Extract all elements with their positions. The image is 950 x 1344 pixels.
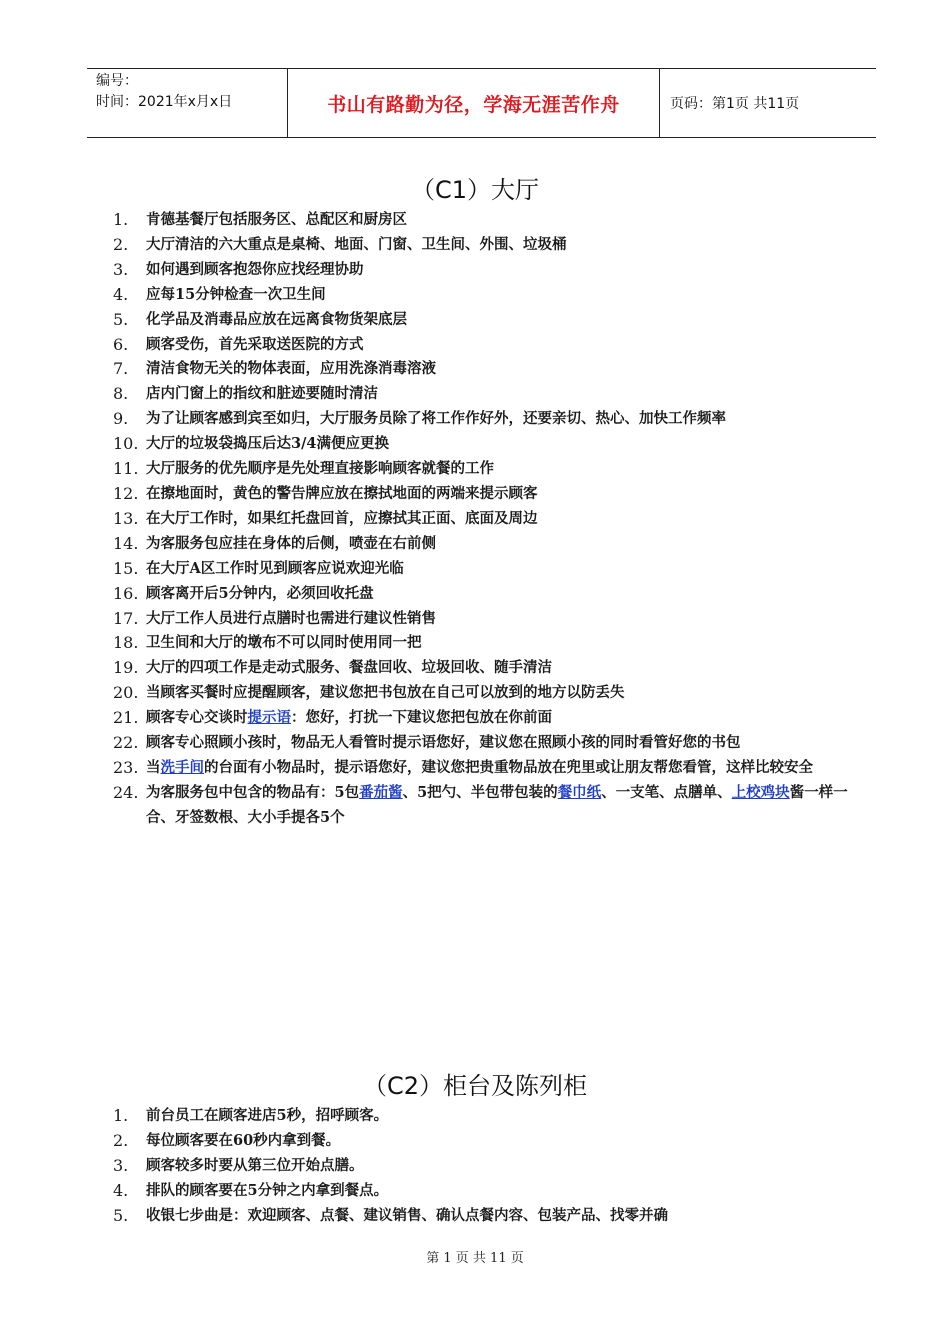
serial-label: 编号： bbox=[96, 73, 138, 89]
list-item: 19. 大厅的四项工作是走动式服务、餐盘回收、垃圾回收、随手清洁 bbox=[113, 658, 552, 678]
list-item: 10. 大厅的垃圾袋捣压后达3/4满便应更换 bbox=[113, 434, 389, 454]
header-meta bbox=[87, 69, 288, 137]
list-item: 22. 顾客专心照顾小孩时，物品无人看管时提示语您好，建议您在照顾小孩的同时看管好您的书包 bbox=[113, 733, 741, 753]
page-footer: 第 1 页 共 11 页 bbox=[426, 1251, 524, 1266]
list-item: 12. 在擦地面时，黄色的警告牌应放在擦拭地面的两端来提示顾客 bbox=[113, 483, 538, 503]
list-item: 8. 店内门窗上的指纹和脏迹要随时清洁 bbox=[113, 384, 378, 404]
header-page-info: 页码：第1页 共11页 bbox=[670, 96, 800, 112]
list-item: 14. 为客服务包应挂在身体的后侧，喷壶在右前侧 bbox=[113, 533, 436, 553]
list-item: 4. 排队的顾客要在5分钟之内拿到餐点。 bbox=[113, 1180, 389, 1200]
list-item: 13. 在大厅工作时，如果红托盘回首，应擦拭其正面、底面及周边 bbox=[113, 508, 538, 528]
list-item: 1. 肯德基餐厅包括服务区、总配区和厨房区 bbox=[113, 210, 407, 229]
link-restroom[interactable]: 洗手间 bbox=[160, 758, 204, 776]
list-item: 6. 顾客受伤，首先采取送医院的方式 bbox=[113, 334, 364, 354]
list-item: 9. 为了让顾客感到宾至如归，大厅服务员除了将工作作好外，还要亲切、热心、加快工作频率 bbox=[113, 409, 726, 429]
list-item: 7. 清洁食物无关的物体表面，应用洗涤消毒溶液 bbox=[113, 359, 436, 379]
link-chicken-nuggets[interactable]: 上校鸡块 bbox=[731, 783, 790, 801]
list-item: 23. 当洗手间的台面有小物品时，提示语您好，建议您把贵重物品放在兜里或让朋友帮您看管，这样比较安全 bbox=[113, 757, 813, 777]
list-item: 11. 大厅服务的优先顺序是先处理直接影响顾客就餐的工作 bbox=[113, 459, 494, 479]
link-ketchup[interactable]: 番茄酱 bbox=[359, 783, 403, 801]
link-napkin[interactable]: 餐巾纸 bbox=[557, 783, 602, 801]
list-item: 15. 在大厅A区工作时见到顾客应说欢迎光临 bbox=[113, 558, 404, 578]
header-motto: 书山有路勤为径，学海无涯苦作舟 bbox=[288, 69, 660, 137]
list-item: 3. 顾客较多时要从第三位开始点膳。 bbox=[113, 1155, 364, 1175]
list-item: 4. 应每15分钟检查一次卫生间 bbox=[113, 284, 326, 304]
list-item: 2. 每位顾客要在60秒内拿到餐。 bbox=[113, 1130, 341, 1150]
list-item: 1. 前台员工在顾客进店5秒，招呼顾客。 bbox=[113, 1106, 389, 1125]
list-item: 3. 如何遇到顾客抱怨你应找经理协助 bbox=[113, 259, 364, 279]
c2-list bbox=[113, 1104, 853, 1229]
time-label: 时间：2021年x月x日 bbox=[96, 94, 233, 110]
link-prompt[interactable]: 提示语 bbox=[247, 709, 291, 727]
c1-list bbox=[113, 208, 853, 831]
page-header bbox=[87, 68, 876, 138]
list-item: 5. 化学品及消毒品应放在远离食物货架底层 bbox=[113, 309, 407, 329]
list-item: 21. 顾客专心交谈时提示语：您好，打扰一下建议您把包放在你前面 bbox=[113, 708, 552, 728]
list-item: 20. 当顾客买餐时应提醒顾客，建议您把书包放在自己可以放到的地方以防丢失 bbox=[113, 683, 625, 703]
list-item: 2. 大厅清洁的六大重点是桌椅、地面、门窗、卫生间、外围、垃圾桶 bbox=[113, 234, 567, 254]
section-title-c2: （C2）柜台及陈列柜 bbox=[362, 1072, 588, 1100]
list-item: 17. 大厅工作人员进行点膳时也需进行建议性销售 bbox=[113, 608, 436, 628]
section-title-c1: （C1）大厅 bbox=[410, 176, 540, 204]
list-item: 18. 卫生间和大厅的墩布不可以同时使用同一把 bbox=[113, 633, 422, 653]
list-item: 5. 收银七步曲是：欢迎顾客、点餐、建议销售、确认点餐内容、包装产品、找零并确 bbox=[113, 1205, 668, 1225]
list-item: 24. 为客服务包中包含的物品有：5包番茄酱、5把勺、半包带包装的餐巾纸、一支笔、点膳单、上校鸡块酱一样一合、牙签数根、大小手提各5个 bbox=[113, 782, 848, 826]
list-item: 16. 顾客离开后5分钟内，必须回收托盘 bbox=[113, 583, 374, 603]
